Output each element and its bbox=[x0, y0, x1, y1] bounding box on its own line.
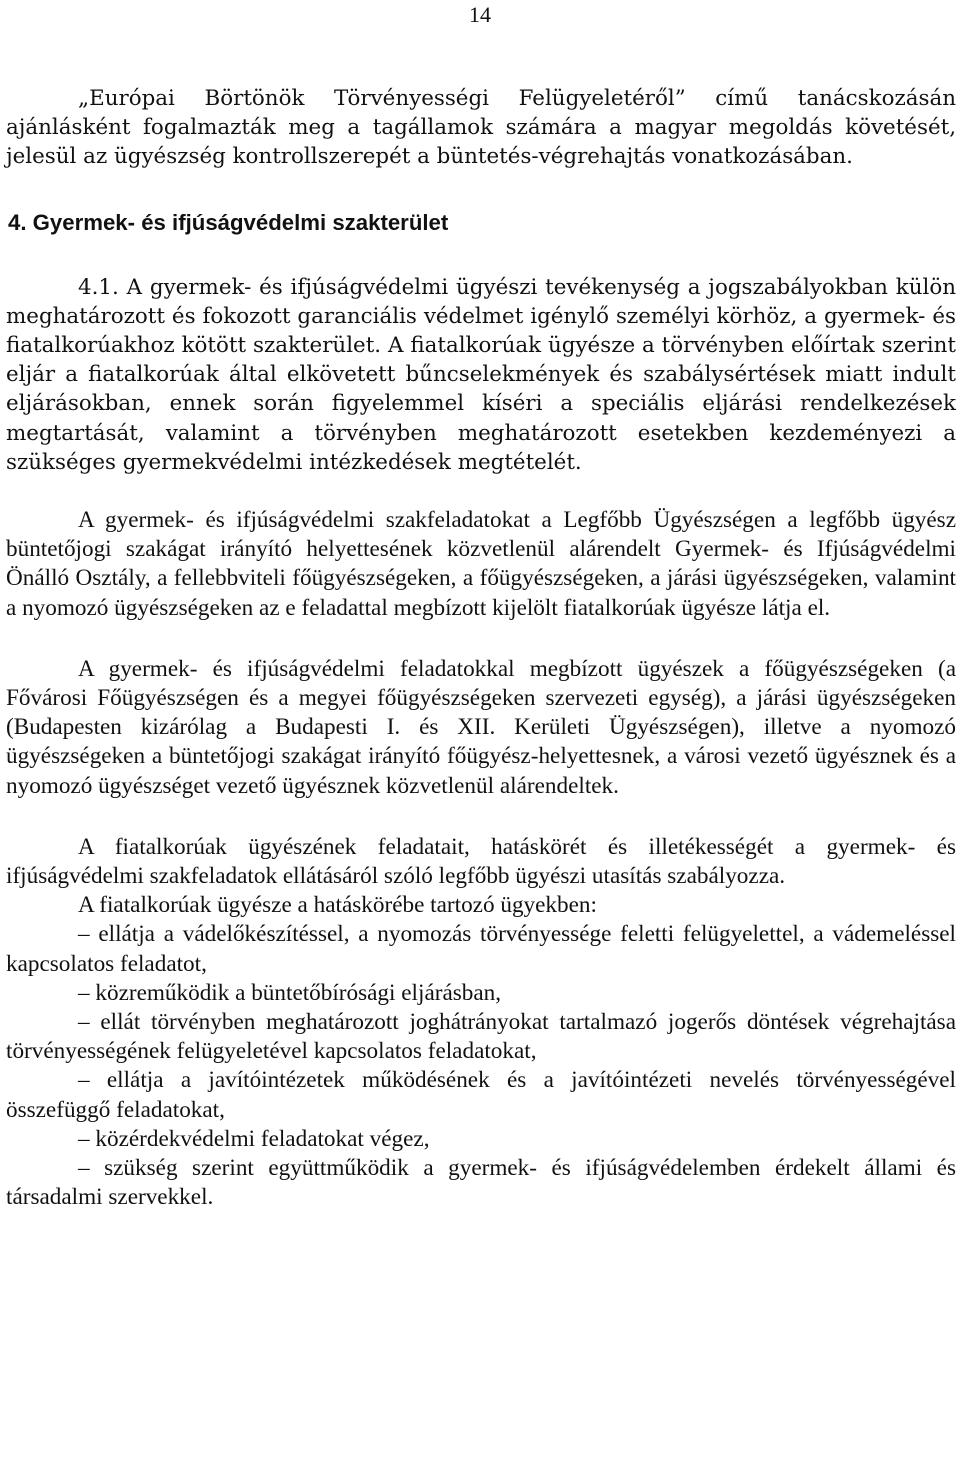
duties-list bbox=[6, 920, 956, 1212]
list-intro: A fiatalkorúak ügyésze a hatáskörébe tartozó ügyekben: bbox=[78, 892, 597, 919]
list-item: – ellátja a vádelőkészítéssel, a nyomozás törvényessége feletti felügyelettel, a vádemeléssel kapcsolatos feladatot, bbox=[6, 921, 956, 977]
document-body bbox=[6, 84, 956, 1213]
intro-paragraph: „Európai Börtönök Törvényességi Felügyeletéről” című tanácskozásán ajánlásként fogalmazták meg a tagállamok számára a magyar megoldás követését, jelesül az ügyészség kontrollszerepét a büntetés-végrehajtás vonatkozásában. bbox=[6, 86, 956, 170]
list-item: – ellát törvényben meghatározott joghátrányokat tartalmazó jogerős döntések végrehajtása törvényességének felügyeletével kapcsolatos feladatokat, bbox=[6, 1009, 956, 1065]
list-item: – közreműködik a büntetőbírósági eljárásban, bbox=[78, 979, 502, 1006]
page-number: 14 bbox=[469, 2, 491, 27]
list-item: – ellátja a javítóintézetek működésének és a javítóintézeti nevelés törvényességével összefüggő feladatokat, bbox=[6, 1067, 956, 1123]
subsection-paragraph: 4.1. A gyermek- és ifjúságvédelmi ügyészi tevékenység a jogszabályokban külön meghatározott és fokozott garanciális védelmet igénylő személyi körhöz, a gyermek- és fiatalkorúakhoz kötött szakterület. A fiatalkorúak ügyésze a törvényben előírtak szerint eljár a fiatalkorúak által elkövetett bűncselekmények és szabálysértések miatt indult eljárásokban, ennek során figyelemmel kíséri a speciális eljárási rendelkezések megtartását, valamint a törvényben meghatározott esetekben kezdeményezi a szükséges gyermekvédelmi intézkedések megtételét. bbox=[6, 274, 956, 475]
list-item: – szükség szerint együttműködik a gyermek- és ifjúságvédelemben érdekelt állami és társadalmi szervekkel. bbox=[6, 1155, 956, 1211]
paragraph-4: A fiatalkorúak ügyészének feladatait, hatáskörét és illetékességét a gyermek- és ifjúságvédelmi szakfeladatok ellátásáról szóló legfőbb ügyészi utasítás szabályozza. bbox=[6, 833, 956, 890]
paragraph-2: A gyermek- és ifjúságvédelmi szakfeladatokat a Legfőbb Ügyészségen a legfőbb ügyész büntetőjogi szakágat irányító helyettesének közvetlenül alárendelt Gyermek- és Ifjúságvédelmi Önálló Osztály, a fellebbviteli főügyészségeken, a főügyészségeken, a járási ügyészségeken, valamint a nyomozó ügyészségeken az e feladattal megbízott kijelölt fiatalkorúak ügyésze látja el. bbox=[6, 507, 956, 621]
section-heading: 4. Gyermek- és ifjúságvédelmi szakterület bbox=[8, 209, 449, 235]
list-item: – közérdekvédelmi feladatokat végez, bbox=[78, 1125, 430, 1152]
paragraph-3: A gyermek- és ifjúságvédelmi feladatokkal megbízott ügyészek a főügyészségeken (a Fővárosi Főügyészségen és a megyei főügyészségeken szervezeti egység), a járási ügyészségeken (Budapesten kizárólag a Budapesti I. és XII. Kerületi Ügyészségen), illetve a nyomozó ügyészségeken a büntetőjogi szakágat irányító főügyész-helyettesnek, a városi vezető ügyésznek és a nyomozó ügyészséget vezető ügyésznek közvetlenül alárendeltek. bbox=[6, 655, 956, 799]
